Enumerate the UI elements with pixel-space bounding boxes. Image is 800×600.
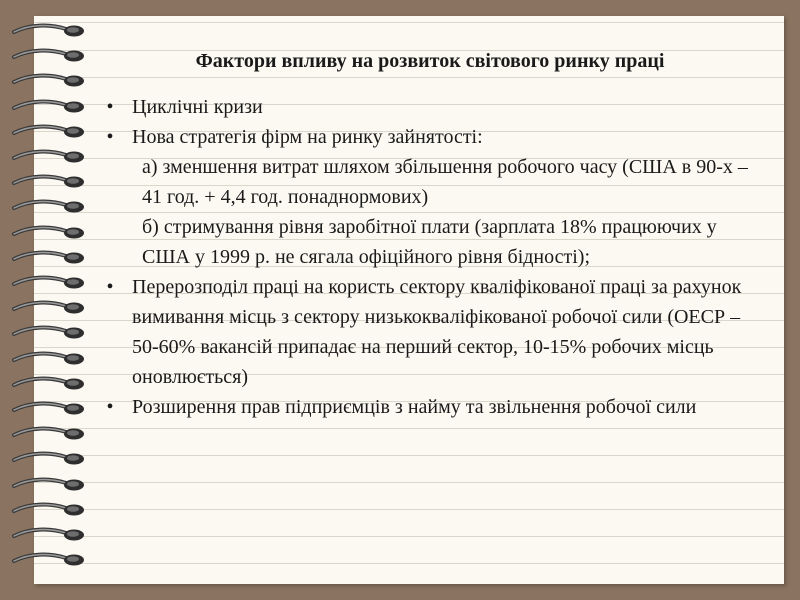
spiral-ring-icon — [10, 400, 88, 416]
spiral-ring-icon — [10, 148, 88, 164]
sub-item — [100, 152, 760, 212]
bullet-item — [100, 92, 760, 122]
spiral-ring-icon — [10, 350, 88, 366]
bullet-icon: • — [106, 96, 114, 118]
spiral-ring-icon — [10, 501, 88, 517]
bullet-icon: • — [106, 126, 114, 148]
bullet-item — [100, 392, 760, 422]
spiral-ring-icon — [10, 526, 88, 542]
spiral-ring-icon — [10, 173, 88, 189]
spiral-binding — [0, 22, 90, 582]
bullet-list — [100, 92, 760, 422]
spiral-ring-icon — [10, 72, 88, 88]
bullet-icon: • — [106, 396, 114, 418]
bullet-text: Розширення прав підприємців з найму та звільнення робочої сили — [132, 396, 697, 418]
sub-item-text: а) зменшення витрат шляхом збільшення робочого часу (США в 90-х – 41 год. + 4,4 год. понаднормових) — [142, 156, 748, 208]
spiral-ring-icon — [10, 551, 88, 567]
spiral-ring-icon — [10, 324, 88, 340]
spiral-ring-icon — [10, 425, 88, 441]
spiral-ring-icon — [10, 274, 88, 290]
spiral-ring-icon — [10, 476, 88, 492]
slide-title: Фактори впливу на розвиток світового ринку праці — [195, 50, 665, 72]
bullet-text: Циклічні кризи — [132, 96, 263, 118]
spiral-ring-icon — [10, 22, 88, 38]
spiral-ring-icon — [10, 249, 88, 265]
spiral-ring-icon — [10, 450, 88, 466]
spiral-ring-icon — [10, 299, 88, 315]
bullet-item — [100, 272, 760, 392]
bullet-icon: • — [106, 276, 114, 298]
spiral-ring-icon — [10, 98, 88, 114]
spiral-ring-icon — [10, 123, 88, 139]
spiral-ring-icon — [10, 375, 88, 391]
spiral-ring-icon — [10, 198, 88, 214]
spiral-ring-icon — [10, 224, 88, 240]
bullet-item — [100, 122, 760, 152]
sub-item-text: б) стримування рівня заробітної плати (зарплата 18% працюючих у США у 1999 р. не сягала офіційного рівня бідності); — [142, 216, 717, 268]
bullet-text: Нова стратегія фірм на ринку зайнятості: — [132, 126, 483, 148]
sub-item — [100, 212, 760, 272]
bullet-text: Перерозподіл праці на користь сектору кваліфікованої праці за рахунок вимивання місць з сектору низькокваліфікованої робочої сили (ОЕСР – 50-60% вакансій припадає на перший сектор, 10-15% робочих місць оновлюється) — [132, 276, 742, 388]
